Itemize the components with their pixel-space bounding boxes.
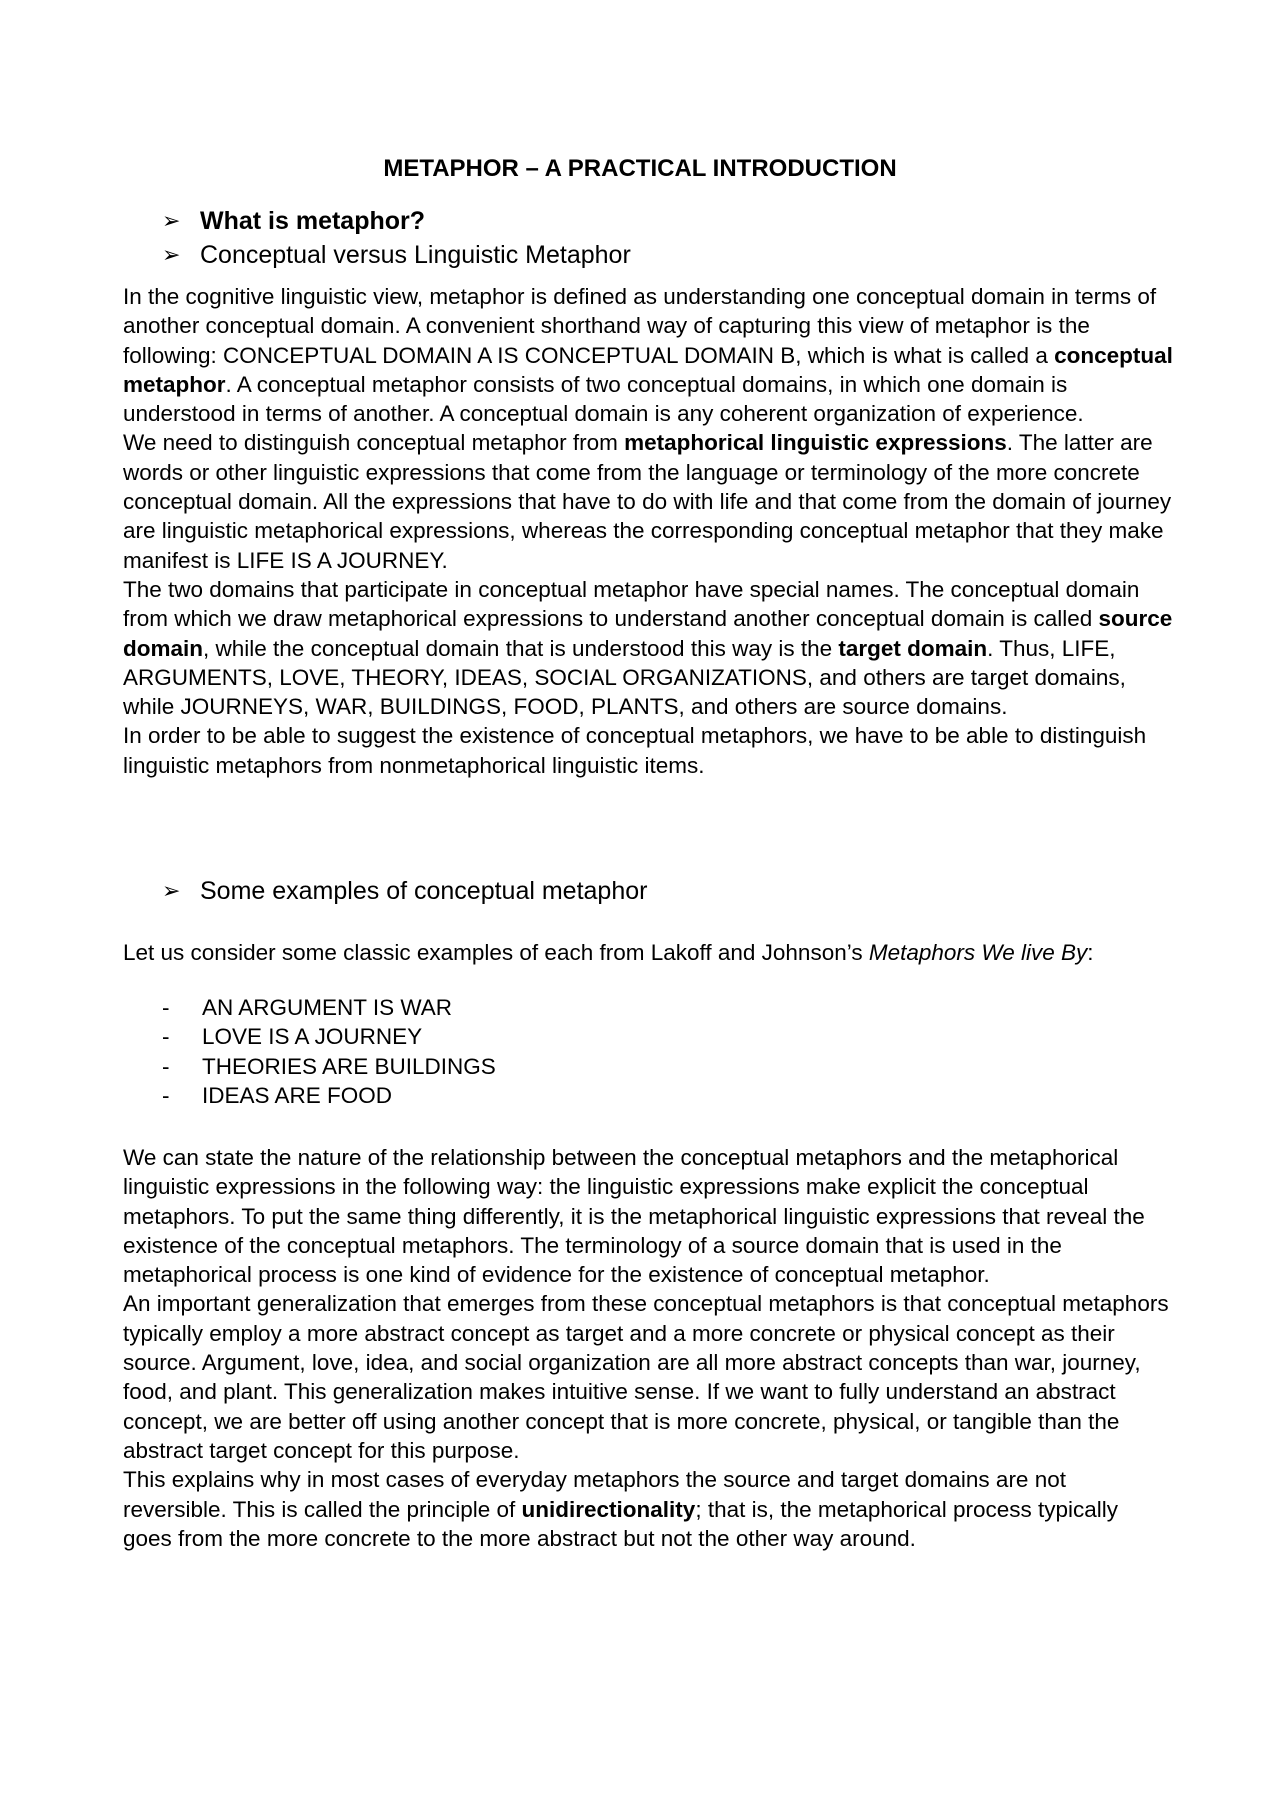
dash-marker: - bbox=[162, 1024, 170, 1050]
paragraph-classic-examples bbox=[123, 938, 1173, 967]
text-run: . A conceptual metaphor consists of two conceptual domains, in which one domain is understood in terms of another. A conceptual domain is any coherent organization of experience. bbox=[123, 371, 1084, 427]
bullet-text: Some examples of conceptual metaphor bbox=[200, 876, 648, 905]
paragraph-unidirectionality bbox=[123, 1465, 1173, 1553]
paragraph-definition bbox=[123, 282, 1173, 428]
dash-marker: - bbox=[162, 995, 170, 1020]
list-item bbox=[162, 1081, 962, 1110]
list-item-text: THEORIES ARE BUILDINGS bbox=[202, 1053, 496, 1079]
bullet-some-examples bbox=[162, 874, 1162, 908]
dash-marker: - bbox=[162, 1053, 170, 1079]
text-run: Let us consider some classic examples of each from Lakoff and Johnson’s bbox=[123, 940, 869, 965]
section-bullet-examples bbox=[162, 874, 1162, 908]
text-run: In the cognitive linguistic view, metaphor is defined as understanding one conceptual domain in terms of another conceptual domain. A convenient shorthand way of capturing this view of metaphor is the following: CONCEPTUAL DOMAIN A IS CONCEPTUAL DOMAIN B, which is what is called a bbox=[123, 284, 1157, 368]
bold-term: metaphorical linguistic expressions bbox=[624, 430, 1007, 456]
list-item-text: IDEAS ARE FOOD bbox=[202, 1082, 393, 1108]
paragraph-relationship: We can state the nature of the relationship between the conceptual metaphors and the metaphorical linguistic expressions in the following way: the linguistic expressions make explicit the conceptual metaphors. To put the same thing differently, it is the metaphorical linguistic expressions that reveal the existence of the conceptual metaphors. The terminology of a source domain that is used in the metaphorical process is one kind of evidence for the existence of conceptual metaphor. bbox=[123, 1145, 1145, 1288]
list-item bbox=[162, 1052, 962, 1081]
text-run: The two domains that participate in conceptual metaphor have special names. The conceptual domain from which we draw metaphorical expressions to understand another conceptual domain is called bbox=[123, 576, 1140, 632]
arrow-bullet-icon: ➢ bbox=[162, 242, 181, 267]
examples-list bbox=[162, 993, 962, 1110]
text-run: This explains why in most cases of everyday metaphors the source and target domains are not reversible. This is called the principle of bbox=[123, 1467, 1066, 1522]
text-run: ; that is, the metaphorical process typically goes from the more concrete to the more abstract but not the other way around. bbox=[123, 1496, 1119, 1551]
body-block-1 bbox=[123, 282, 1173, 780]
text-run: . The latter are words or other linguistic expressions that come from the language or terminology of the more concrete conceptual domain. All the expressions that have to do with life and that come from the domain of journey are linguistic metaphorical expressions, whereas the corresponding conceptual metaphor that they make manifest is LIFE IS A JOURNEY. bbox=[123, 430, 1172, 573]
arrow-bullet-icon: ➢ bbox=[162, 208, 181, 233]
bold-term: target domain bbox=[838, 635, 988, 661]
dash-marker: - bbox=[162, 1082, 170, 1108]
body-block-2 bbox=[123, 1143, 1173, 1553]
list-item bbox=[162, 1022, 962, 1051]
bullet-what-is-metaphor bbox=[162, 204, 1162, 238]
paragraph-distinguish: In order to be able to suggest the existence of conceptual metaphors, we have to be able to distinguish linguistic metaphors from nonmetaphorical linguistic items. bbox=[123, 723, 1147, 778]
paragraph-generalization: An important generalization that emerges from these conceptual metaphors is that conceptual metaphors typically employ a more abstract concept as target and a more concrete or physical concept as their source. Argument, love, idea, and social organization are all more abstract concepts than war, journey, food, and plant. This generalization makes intuitive sense. If we want to fully understand an abstract concept, we are better off using another concept that is more concrete, physical, or tangible than the abstract target concept for this purpose. bbox=[123, 1291, 1169, 1463]
paragraph-domains bbox=[123, 575, 1173, 721]
bold-term: conceptual metaphor bbox=[123, 342, 1173, 397]
body-block-intro bbox=[123, 938, 1173, 967]
bullet-conceptual-vs-linguistic bbox=[162, 238, 1162, 272]
text-run: We need to distinguish conceptual metaphor from bbox=[123, 430, 625, 456]
text-run: : bbox=[1087, 940, 1094, 965]
section-bullets bbox=[162, 204, 1162, 272]
book-title: Metaphors We live By bbox=[868, 940, 1088, 965]
bullet-text: Conceptual versus Linguistic Metaphor bbox=[200, 240, 631, 269]
bold-term: source domain bbox=[123, 606, 1173, 661]
list-item-text: AN ARGUMENT IS WAR bbox=[202, 995, 453, 1020]
arrow-bullet-icon: ➢ bbox=[162, 878, 181, 903]
text-run: , while the conceptual domain that is understood this way is the bbox=[203, 635, 839, 661]
bold-term: unidirectionality bbox=[521, 1496, 696, 1522]
list-item-text: LOVE IS A JOURNEY bbox=[202, 1024, 423, 1050]
bullet-text: What is metaphor? bbox=[200, 206, 426, 235]
text-run: . Thus, LIFE, ARGUMENTS, LOVE, THEORY, IDEAS, SOCIAL ORGANIZATIONS, and others are target domains, while JOURNEYS, WAR, BUILDINGS, FOOD, PLANTS, and others are source domains. bbox=[123, 635, 1126, 720]
page-title: METAPHOR – A PRACTICAL INTRODUCTION bbox=[383, 155, 897, 182]
list-item bbox=[162, 993, 962, 1022]
paragraph-linguistic-expressions bbox=[123, 428, 1173, 574]
